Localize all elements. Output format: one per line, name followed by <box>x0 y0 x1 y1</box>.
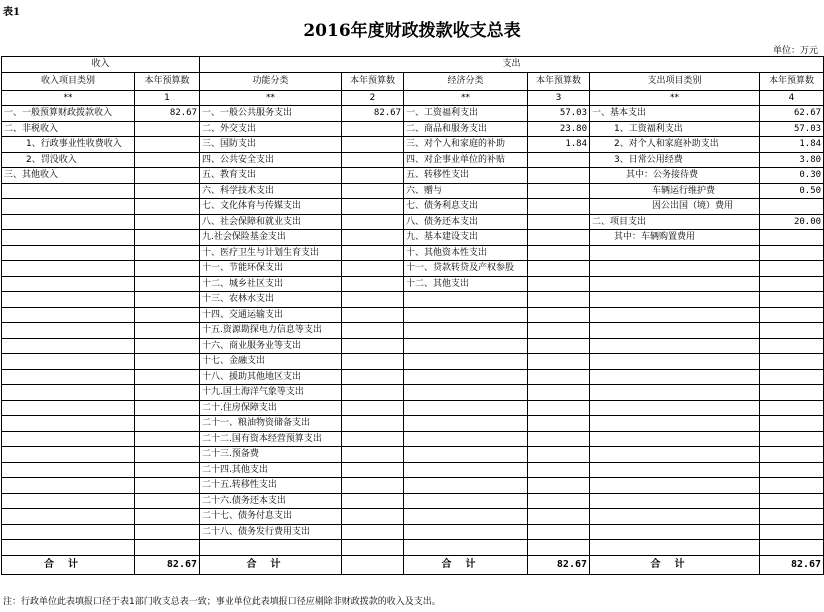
table-row <box>2 462 824 478</box>
amount-cell <box>342 199 404 215</box>
item-cell: 四、对企事业单位的补贴 <box>404 152 528 168</box>
item-cell <box>590 385 760 401</box>
item-cell <box>2 245 135 261</box>
amount-cell: 23.80 <box>528 121 590 137</box>
amount-cell <box>528 369 590 385</box>
amount-cell <box>135 400 200 416</box>
amount-cell <box>135 354 200 370</box>
item-cell: 二十四.其他支出 <box>200 462 342 478</box>
amount-cell <box>528 292 590 308</box>
item-cell <box>404 509 528 525</box>
amount-cell <box>135 416 200 432</box>
total-label: 合计 <box>2 555 135 574</box>
item-cell <box>2 354 135 370</box>
amount-cell <box>135 183 200 199</box>
amount-cell <box>342 400 404 416</box>
table-row <box>2 106 824 122</box>
item-cell <box>2 493 135 509</box>
amount-cell <box>528 261 590 277</box>
index-cell: ** <box>404 90 528 106</box>
amount-cell <box>760 292 824 308</box>
amount-cell <box>760 416 824 432</box>
item-cell <box>2 276 135 292</box>
amount-cell: 3.80 <box>760 152 824 168</box>
item-cell <box>590 524 760 540</box>
col-function-class: 功能分类 <box>200 72 342 90</box>
amount-cell <box>342 230 404 246</box>
amount-cell <box>135 152 200 168</box>
amount-cell <box>342 462 404 478</box>
item-cell <box>2 183 135 199</box>
item-cell <box>2 338 135 354</box>
item-cell <box>2 540 135 556</box>
amount-cell <box>342 245 404 261</box>
table-row <box>2 524 824 540</box>
amount-cell <box>135 245 200 261</box>
item-cell: 六、赠与 <box>404 183 528 199</box>
item-cell <box>590 276 760 292</box>
expenditure-header: 支出 <box>200 57 824 73</box>
amount-cell <box>760 478 824 494</box>
table-row <box>2 323 824 339</box>
total-label: 合计 <box>404 555 528 574</box>
amount-cell <box>760 431 824 447</box>
amount-cell: 0.50 <box>760 183 824 199</box>
item-cell: 十四、交通运输支出 <box>200 307 342 323</box>
item-cell <box>590 431 760 447</box>
item-cell <box>404 338 528 354</box>
amount-cell <box>760 276 824 292</box>
amount-cell <box>135 493 200 509</box>
amount-cell: 57.03 <box>528 106 590 122</box>
item-cell <box>2 323 135 339</box>
amount-cell <box>760 540 824 556</box>
amount-cell <box>135 307 200 323</box>
item-cell <box>590 323 760 339</box>
table-row <box>2 199 824 215</box>
index-cell: 4 <box>760 90 824 106</box>
table-row <box>2 307 824 323</box>
item-cell <box>404 416 528 432</box>
item-cell: 十八、援助其他地区支出 <box>200 369 342 385</box>
amount-cell <box>342 431 404 447</box>
item-cell <box>404 540 528 556</box>
item-cell <box>2 447 135 463</box>
index-cell: ** <box>590 90 760 106</box>
amount-cell <box>342 338 404 354</box>
amount-cell <box>760 230 824 246</box>
item-cell: 二十.住房保障支出 <box>200 400 342 416</box>
total-label: 合计 <box>200 555 342 574</box>
item-cell <box>2 214 135 230</box>
amount-cell <box>528 509 590 525</box>
item-cell: 一、一般预算财政拨款收入 <box>2 106 135 122</box>
page-title: 2016年度财政拨款收支总表 <box>303 21 521 41</box>
item-cell: 一、一般公共服务支出 <box>200 106 342 122</box>
item-cell <box>2 524 135 540</box>
item-cell: 车辆运行维护费 <box>590 183 760 199</box>
item-cell <box>590 338 760 354</box>
amount-cell <box>528 307 590 323</box>
table-row <box>2 385 824 401</box>
item-cell: 1、工资福利支出 <box>590 121 760 137</box>
item-cell <box>2 416 135 432</box>
footnote: 注：行政单位此表填报口径于表1部门收支总表一致；事业单位此表填报口径应剔除非财政拨款的收入及支出。 <box>3 597 441 607</box>
item-cell: 十六、商业服务业等支出 <box>200 338 342 354</box>
index-cell: 2 <box>342 90 404 106</box>
item-cell: 十二、其他支出 <box>404 276 528 292</box>
item-cell: 二、外交支出 <box>200 121 342 137</box>
col-income-category: 收入项目类别 <box>2 72 135 90</box>
amount-cell <box>760 385 824 401</box>
total-row <box>2 555 824 574</box>
amount-cell: 82.67 <box>342 106 404 122</box>
amount-cell <box>528 416 590 432</box>
amount-cell <box>760 245 824 261</box>
amount-cell <box>342 416 404 432</box>
item-cell <box>404 354 528 370</box>
table-row <box>2 183 824 199</box>
item-cell: 二十五.转移性支出 <box>200 478 342 494</box>
amount-cell <box>342 214 404 230</box>
amount-cell <box>342 307 404 323</box>
amount-cell <box>760 369 824 385</box>
amount-cell <box>342 540 404 556</box>
item-cell <box>404 524 528 540</box>
amount-cell <box>760 354 824 370</box>
item-cell <box>2 261 135 277</box>
amount-cell: 62.67 <box>760 106 824 122</box>
amount-cell <box>528 199 590 215</box>
item-cell: 九、基本建设支出 <box>404 230 528 246</box>
item-cell: 五、转移性支出 <box>404 168 528 184</box>
item-cell: 二、商品和服务支出 <box>404 121 528 137</box>
budget-summary-table <box>1 56 824 575</box>
item-cell: 二十一、粮油物资储备支出 <box>200 416 342 432</box>
item-cell <box>590 493 760 509</box>
amount-cell <box>342 137 404 153</box>
item-cell <box>2 478 135 494</box>
item-cell: 六、科学技术支出 <box>200 183 342 199</box>
item-cell: 十九.国土海洋气象等支出 <box>200 385 342 401</box>
item-cell: 七、文化体育与传媒支出 <box>200 199 342 215</box>
table-row <box>2 369 824 385</box>
amount-cell <box>342 276 404 292</box>
item-cell <box>404 447 528 463</box>
item-cell <box>2 462 135 478</box>
amount-cell: 82.67 <box>135 106 200 122</box>
amount-cell <box>342 354 404 370</box>
amount-cell <box>342 524 404 540</box>
item-cell <box>404 493 528 509</box>
amount-cell: 1.84 <box>760 137 824 153</box>
item-cell <box>590 509 760 525</box>
amount-cell <box>760 307 824 323</box>
table-row <box>2 276 824 292</box>
amount-cell <box>760 199 824 215</box>
amount-cell: 20.00 <box>760 214 824 230</box>
item-cell: 三、对个人和家庭的补助 <box>404 137 528 153</box>
item-cell <box>2 385 135 401</box>
item-cell: 其中：公务接待费 <box>590 168 760 184</box>
col-budget-3: 本年预算数 <box>528 72 590 90</box>
amount-cell <box>135 478 200 494</box>
amount-cell <box>135 540 200 556</box>
amount-cell <box>135 524 200 540</box>
amount-cell <box>135 121 200 137</box>
header-row-columns <box>2 72 824 90</box>
index-cell: ** <box>2 90 135 106</box>
table-row <box>2 540 824 556</box>
amount-cell <box>760 447 824 463</box>
unit-label: 单位：万元 <box>772 46 818 56</box>
item-cell <box>404 385 528 401</box>
amount-cell <box>760 400 824 416</box>
total-amount: 82.67 <box>760 555 824 574</box>
amount-cell <box>528 385 590 401</box>
item-cell <box>2 400 135 416</box>
amount-cell <box>135 292 200 308</box>
table-row <box>2 400 824 416</box>
item-cell <box>200 540 342 556</box>
item-cell <box>404 369 528 385</box>
item-cell <box>2 230 135 246</box>
amount-cell <box>342 183 404 199</box>
amount-cell <box>135 462 200 478</box>
amount-cell <box>135 168 200 184</box>
amount-cell <box>760 338 824 354</box>
index-row <box>2 90 824 106</box>
item-cell: 十、其他资本性支出 <box>404 245 528 261</box>
table-row <box>2 493 824 509</box>
item-cell <box>404 462 528 478</box>
item-cell <box>590 416 760 432</box>
amount-cell <box>528 230 590 246</box>
table-row <box>2 214 824 230</box>
item-cell <box>404 478 528 494</box>
item-cell: 五、教育支出 <box>200 168 342 184</box>
col-budget-2: 本年预算数 <box>342 72 404 90</box>
item-cell: 四、公共安全支出 <box>200 152 342 168</box>
item-cell: 二、项目支出 <box>590 214 760 230</box>
amount-cell <box>342 323 404 339</box>
total-amount <box>342 555 404 574</box>
item-cell: 十一、贷款转贷及产权参股 <box>404 261 528 277</box>
item-cell: 一、工资福利支出 <box>404 106 528 122</box>
item-cell <box>404 323 528 339</box>
amount-cell <box>528 478 590 494</box>
amount-cell <box>135 447 200 463</box>
table-row <box>2 121 824 137</box>
amount-cell <box>760 261 824 277</box>
item-cell: 十三、农林水支出 <box>200 292 342 308</box>
item-cell <box>2 369 135 385</box>
amount-cell <box>135 509 200 525</box>
item-cell <box>404 307 528 323</box>
amount-cell <box>528 524 590 540</box>
item-cell <box>2 509 135 525</box>
item-cell: 二十三.预备费 <box>200 447 342 463</box>
item-cell: 十五.资源勘探电力信息等支出 <box>200 323 342 339</box>
table-row <box>2 168 824 184</box>
item-cell <box>404 400 528 416</box>
amount-cell <box>342 493 404 509</box>
amount-cell: 0.30 <box>760 168 824 184</box>
amount-cell <box>342 292 404 308</box>
amount-cell <box>528 152 590 168</box>
item-cell: 八、债务还本支出 <box>404 214 528 230</box>
amount-cell <box>342 385 404 401</box>
table-row <box>2 354 824 370</box>
total-label: 合计 <box>590 555 760 574</box>
table-number: 表1 <box>3 7 20 18</box>
amount-cell <box>342 478 404 494</box>
amount-cell <box>760 493 824 509</box>
amount-cell <box>528 245 590 261</box>
table-row <box>2 152 824 168</box>
table-row <box>2 245 824 261</box>
item-cell: 1、行政事业性收费收入 <box>2 137 135 153</box>
amount-cell <box>342 509 404 525</box>
item-cell: 九.社会保险基金支出 <box>200 230 342 246</box>
amount-cell <box>342 168 404 184</box>
amount-cell <box>135 369 200 385</box>
col-budget-1: 本年预算数 <box>135 72 200 90</box>
amount-cell <box>528 540 590 556</box>
item-cell <box>590 478 760 494</box>
amount-cell <box>342 152 404 168</box>
amount-cell <box>135 338 200 354</box>
index-cell: ** <box>200 90 342 106</box>
item-cell <box>2 431 135 447</box>
item-cell: 二十六.债务还本支出 <box>200 493 342 509</box>
amount-cell <box>135 199 200 215</box>
item-cell: 一、基本支出 <box>590 106 760 122</box>
amount-cell <box>528 462 590 478</box>
item-cell: 十一、节能环保支出 <box>200 261 342 277</box>
income-header: 收入 <box>2 57 200 73</box>
item-cell: 2、对个人和家庭补助支出 <box>590 137 760 153</box>
table-row <box>2 292 824 308</box>
index-cell: 1 <box>135 90 200 106</box>
item-cell <box>590 354 760 370</box>
amount-cell <box>528 400 590 416</box>
col-economic-class: 经济分类 <box>404 72 528 90</box>
item-cell <box>590 307 760 323</box>
amount-cell <box>528 323 590 339</box>
amount-cell <box>135 137 200 153</box>
table-row <box>2 230 824 246</box>
item-cell <box>590 400 760 416</box>
amount-cell <box>528 447 590 463</box>
item-cell <box>590 447 760 463</box>
index-cell: 3 <box>528 90 590 106</box>
item-cell: 二十八、债务发行费用支出 <box>200 524 342 540</box>
item-cell <box>590 292 760 308</box>
item-cell <box>590 540 760 556</box>
amount-cell <box>342 447 404 463</box>
amount-cell <box>760 323 824 339</box>
item-cell: 二、非税收入 <box>2 121 135 137</box>
item-cell <box>2 199 135 215</box>
amount-cell <box>528 493 590 509</box>
table-row <box>2 478 824 494</box>
item-cell <box>590 462 760 478</box>
amount-cell <box>342 121 404 137</box>
total-amount: 82.67 <box>135 555 200 574</box>
table-row <box>2 509 824 525</box>
item-cell: 三、国防支出 <box>200 137 342 153</box>
amount-cell <box>135 431 200 447</box>
amount-cell <box>135 214 200 230</box>
item-cell: 因公出国（境）费用 <box>590 199 760 215</box>
amount-cell <box>760 524 824 540</box>
amount-cell <box>528 276 590 292</box>
amount-cell <box>528 338 590 354</box>
amount-cell <box>528 354 590 370</box>
item-cell: 2、罚没收入 <box>2 152 135 168</box>
item-cell: 七、债务利息支出 <box>404 199 528 215</box>
item-cell: 其中：车辆购置费用 <box>590 230 760 246</box>
item-cell: 二十二.国有资本经营预算支出 <box>200 431 342 447</box>
table-row <box>2 447 824 463</box>
item-cell <box>2 307 135 323</box>
table-row <box>2 261 824 277</box>
item-cell: 三、其他收入 <box>2 168 135 184</box>
amount-cell <box>528 431 590 447</box>
col-budget-4: 本年预算数 <box>760 72 824 90</box>
table-row <box>2 416 824 432</box>
item-cell <box>2 292 135 308</box>
amount-cell <box>135 385 200 401</box>
amount-cell: 57.03 <box>760 121 824 137</box>
amount-cell <box>342 261 404 277</box>
amount-cell <box>760 462 824 478</box>
amount-cell <box>528 168 590 184</box>
col-expense-category: 支出项目类别 <box>590 72 760 90</box>
amount-cell <box>135 323 200 339</box>
item-cell <box>590 369 760 385</box>
item-cell: 十七、金融支出 <box>200 354 342 370</box>
amount-cell <box>135 276 200 292</box>
item-cell <box>404 431 528 447</box>
item-cell <box>404 292 528 308</box>
amount-cell <box>760 509 824 525</box>
amount-cell: 1.84 <box>528 137 590 153</box>
amount-cell <box>528 214 590 230</box>
amount-cell <box>135 230 200 246</box>
item-cell: 十、医疗卫生与计划生育支出 <box>200 245 342 261</box>
item-cell: 二十七、债务付息支出 <box>200 509 342 525</box>
item-cell: 十二、城乡社区支出 <box>200 276 342 292</box>
amount-cell <box>135 261 200 277</box>
table-row <box>2 431 824 447</box>
amount-cell <box>342 369 404 385</box>
table-row <box>2 137 824 153</box>
header-row-top <box>2 57 824 73</box>
item-cell <box>590 245 760 261</box>
amount-cell <box>528 183 590 199</box>
total-amount: 82.67 <box>528 555 590 574</box>
item-cell <box>590 261 760 277</box>
item-cell: 3、日常公用经费 <box>590 152 760 168</box>
item-cell: 八、社会保障和就业支出 <box>200 214 342 230</box>
table-row <box>2 338 824 354</box>
